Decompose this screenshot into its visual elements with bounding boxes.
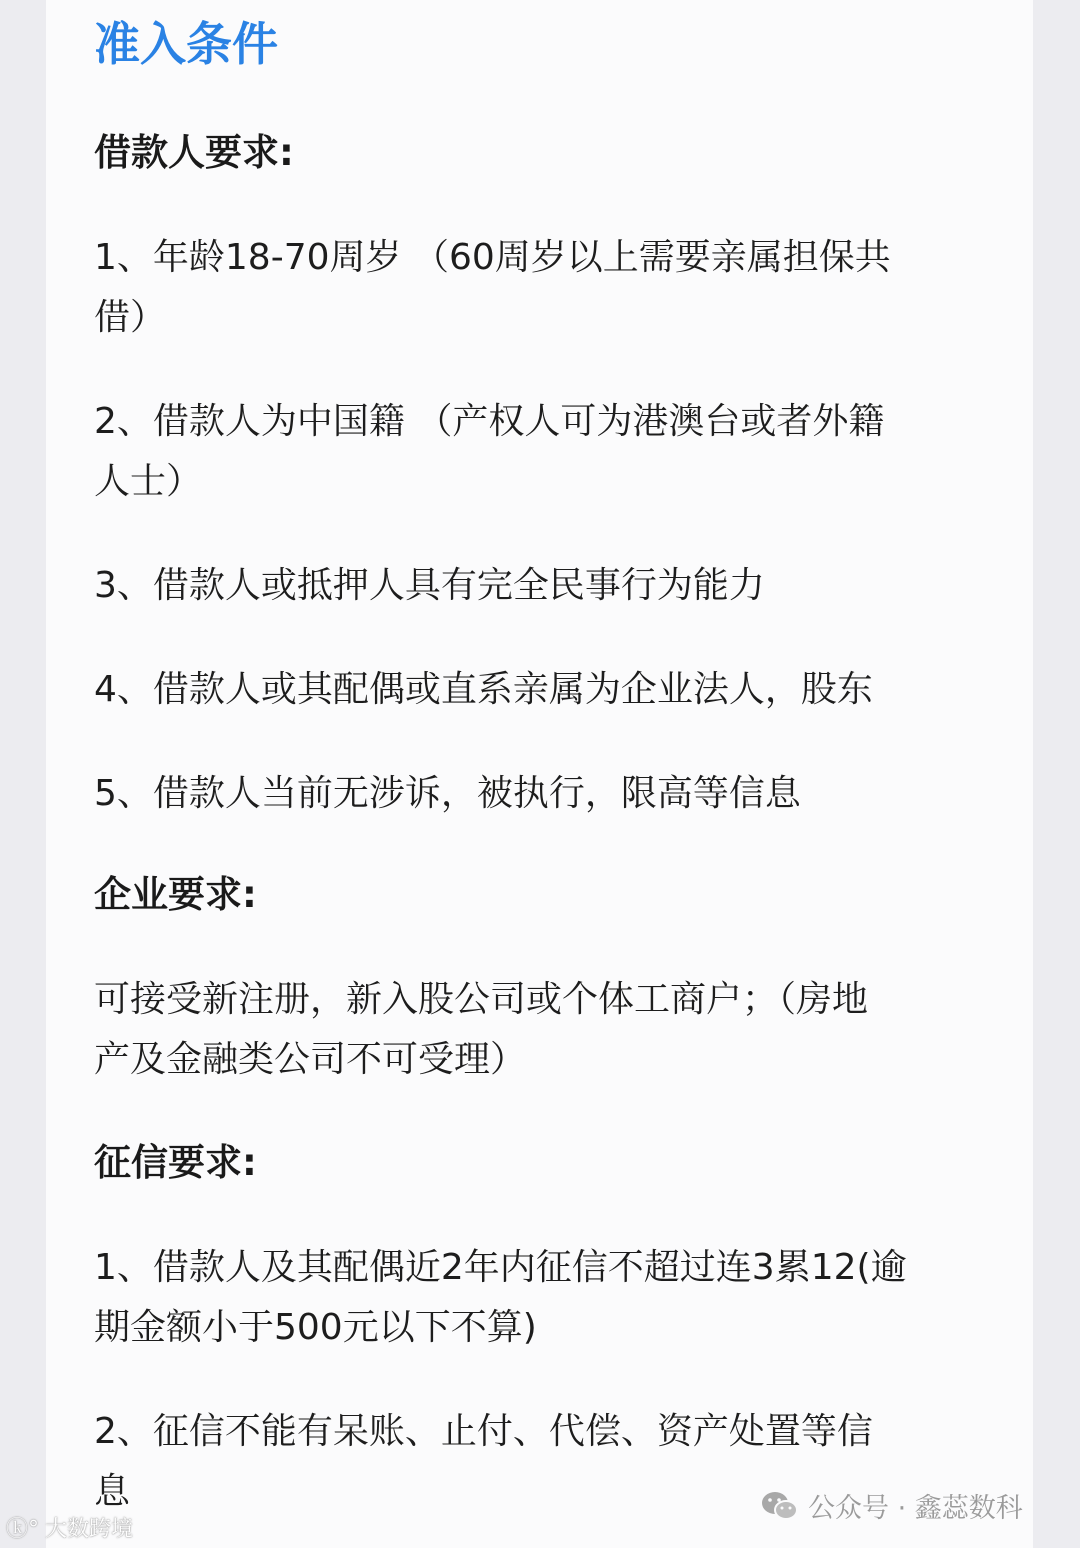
text-line: 2、借款人为中国籍 （产权人可为港澳台或者外籍 — [94, 401, 885, 442]
watermark-wechat — [760, 1486, 1023, 1525]
borrower-heading: 借款人要求: — [94, 131, 294, 174]
borrower-item-1 — [94, 228, 994, 348]
watermark-dashu — [6, 1512, 133, 1543]
watermark-wechat-text: 公众号 · 鑫蕊数科 — [808, 1493, 1023, 1524]
credit-item-1 — [94, 1238, 994, 1358]
text-line: 3、借款人或抵押人具有完全民事行为能力 — [94, 565, 765, 606]
credit-heading: 征信要求: — [94, 1141, 257, 1184]
text-line: 2、征信不能有呆账、止付、代偿、资产处置等信 — [94, 1411, 873, 1452]
text-line: 借） — [94, 297, 167, 338]
text-line: 期金额小于500元以下不算) — [94, 1307, 537, 1348]
enterprise-heading: 企业要求: — [94, 873, 257, 916]
enterprise-item-1 — [94, 970, 994, 1090]
text-line: 可接受新注册，新入股公司或个体工商户；（房地 — [94, 979, 869, 1020]
text-line: 人士） — [94, 461, 203, 502]
text-line: 1、借款人及其配偶近2年内征信不超过连3累12(逾 — [94, 1247, 907, 1288]
text-line: 1、年龄18-70周岁 （60周岁以上需要亲属担保共 — [94, 237, 891, 278]
text-line: 5、借款人当前无涉诉，被执行，限高等信息 — [94, 773, 801, 814]
text-line: 息 — [94, 1471, 131, 1512]
borrower-item-5 — [94, 764, 994, 824]
borrower-item-3 — [94, 556, 994, 616]
borrower-item-2 — [94, 392, 994, 512]
text-line: 产及金融类公司不可受理） — [94, 1039, 527, 1080]
dashu-logo-icon: ⓚ° — [6, 1517, 40, 1542]
text-line: 4、借款人或其配偶或直系亲属为企业法人，股东 — [94, 669, 873, 710]
page-title: 准入条件 — [94, 17, 278, 71]
borrower-item-4 — [94, 660, 994, 720]
watermark-dashu-text: 大数跨境 — [45, 1517, 134, 1542]
wechat-icon — [760, 1489, 800, 1523]
